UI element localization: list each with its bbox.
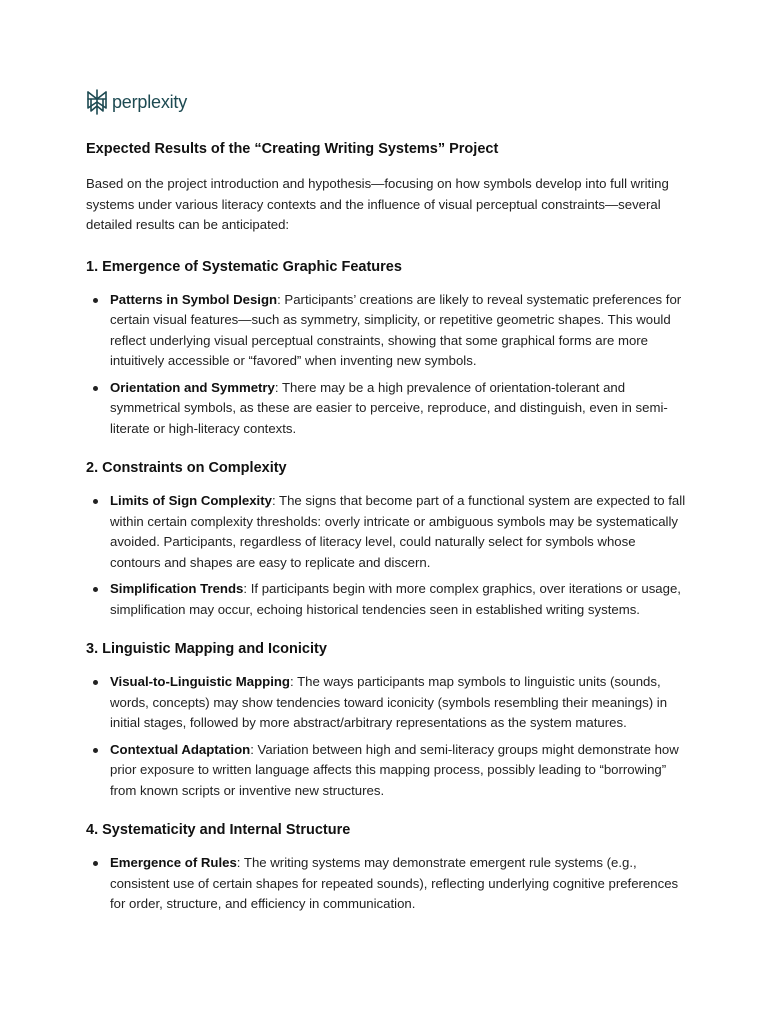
list-item: [86, 672, 686, 734]
document-body: [86, 138, 686, 933]
list-item: [86, 579, 686, 620]
bullet-term: Emergence of Rules: [110, 855, 237, 870]
bullet-text: : There may be a high prevalence of orientation-tolerant and symmetrical symbols, as these are easier to perceive, reproduce, and distinguish, even in semi-literate or high-literacy contexts.: [110, 379, 668, 436]
bullet-dot-icon: [93, 861, 98, 866]
bullet-term: Contextual Adaptation: [110, 741, 251, 757]
bullet-list: [86, 290, 686, 440]
list-item: [86, 491, 686, 573]
bullet-list: [86, 491, 686, 620]
bullet-text: : The ways participants map symbols to linguistic units (sounds, words, concepts) may show tendencies toward iconicity (symbols resembling their meanings) in initial stages, followed by more abstract/arbitrary representations as the system matures.: [110, 674, 668, 730]
bullet-dot-icon: [93, 587, 98, 592]
section-heading: 4. Systematicity and Internal Structure: [86, 822, 351, 838]
bullet-dot-icon: [93, 748, 98, 753]
bullet-list: [86, 853, 686, 915]
perplexity-logo: [86, 88, 187, 116]
bullet-text: : The signs that become part of a functional system are expected to fall within certain complexity thresholds: overly intricate or ambiguous symbols may be systematically avoided. Participants, regardless of literacy level, could naturally select for symbols whose contours and shapes are easy to replicate and discern.: [110, 493, 686, 570]
list-item: [86, 378, 686, 440]
list-item: [86, 853, 686, 915]
bullet-term: Limits of Sign Complexity: [110, 493, 272, 508]
section-heading: 1. Emergence of Systematic Graphic Features: [86, 258, 402, 275]
bullet-dot-icon: [93, 298, 98, 303]
bullet-dot-icon: [93, 680, 98, 685]
bullet-text: : Participants’ creations are likely to reveal systematic preferences for certain visual features—such as symmetry, simplicity, or repetitive geometric shapes. This would reflect underlying visual perceptual constraints, showing that some graphical forms are more intuitively accessible or “favored” when inventing new symbols.: [110, 291, 682, 368]
document-title: Expected Results of the “Creating Writing Systems” Project: [86, 141, 499, 157]
section-heading: 3. Linguistic Mapping and Iconicity: [86, 641, 327, 657]
bullet-dot-icon: [93, 386, 98, 391]
bullet-term: Simplification Trends: [110, 581, 244, 596]
sections-container: [86, 256, 686, 915]
bullet-list: [86, 672, 686, 801]
list-item: [86, 740, 686, 802]
brand-name: perplexity: [112, 92, 188, 112]
section-heading: 2. Constraints on Complexity: [86, 460, 287, 476]
list-item: [86, 290, 686, 372]
bullet-term: Orientation and Symmetry: [110, 379, 275, 395]
bullet-text: : The writing systems may demonstrate emergent rule systems (e.g., consistent use of certain shapes for repeated sounds), reflecting underlying cognitive preferences for order, structure, and efficiency in communication.: [110, 855, 679, 911]
bullet-text: : If participants begin with more complex graphics, over iterations or usage, simplification may occur, echoing historical tendencies seen in established writing systems.: [110, 581, 681, 617]
perplexity-logo-icon: [86, 89, 108, 115]
bullet-dot-icon: [93, 499, 98, 504]
bullet-term: Visual-to-Linguistic Mapping: [110, 674, 290, 689]
bullet-term: Patterns in Symbol Design: [110, 291, 278, 307]
bullet-text: : Variation between high and semi-literacy groups might demonstrate how prior exposure to written language affects this mapping process, possibly leading to “borrowing” from known scripts or inventive new structures.: [110, 741, 679, 798]
document-intro: Based on the project introduction and hypothesis—focusing on how symbols develop into full writing systems under various literacy contexts and the influence of visual perceptual constraints—several detailed results can be anticipated:: [86, 176, 669, 232]
